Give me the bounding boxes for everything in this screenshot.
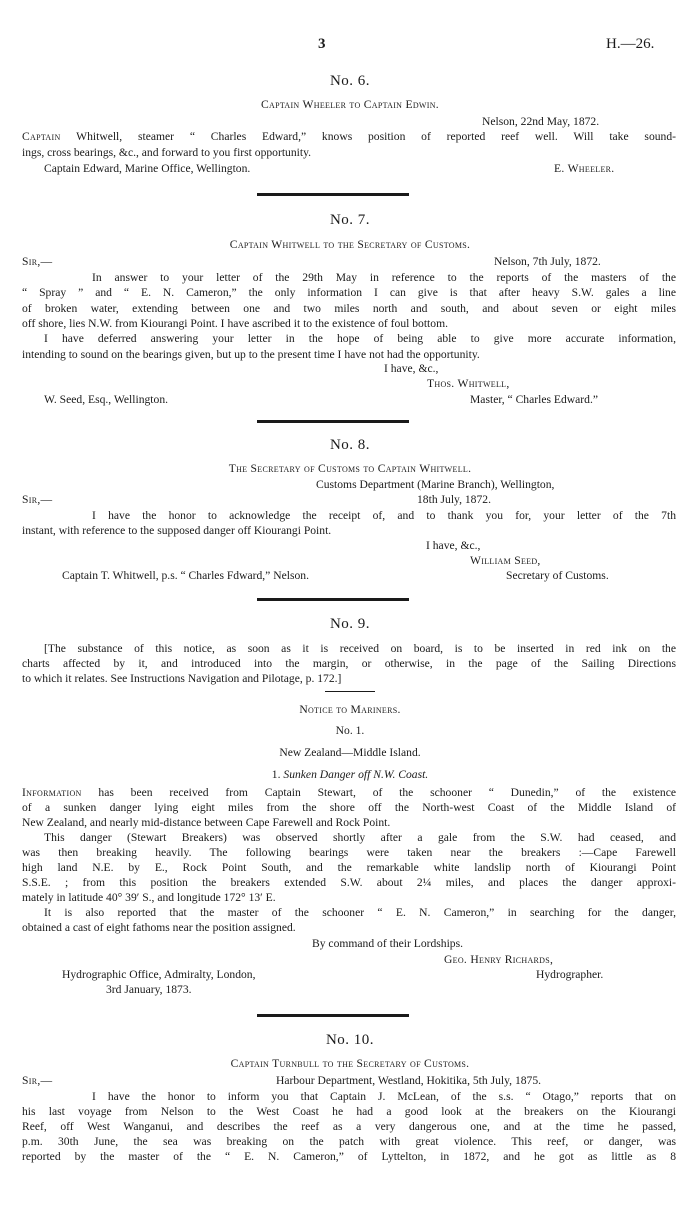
no8-signer-title: Secretary of Customs. (506, 569, 609, 582)
no7-heading: No. 7. (329, 212, 371, 228)
no9-para-2-line-2: was then breaking heavily. The following bearings were taken near the breakers :—Cape Farewell (22, 846, 676, 859)
no9-office: Hydrographic Office, Admiralty, London, (62, 968, 256, 981)
notice-item-heading: 1. Sunken Danger off N.W. Coast. (271, 768, 429, 781)
no6-title: Captain Wheeler to Captain Edwin. (260, 98, 439, 111)
no8-addressee: Captain T. Whitwell, p.s. “ Charles Fdward,” Nelson. (62, 569, 309, 582)
no9-bracket-line-1: [The substance of this notice, as soon as it is received on board, is to be inserted in red ink on the (44, 642, 676, 655)
no9-command: By command of their Lordships. (312, 937, 464, 950)
no9-signer: Geo. Henry Richards, (444, 953, 554, 966)
no9-para-3-line-1: It is also reported that the master of the schooner “ E. N. Cameron,” in searching for the danger, (44, 906, 676, 919)
page-number: 3 (318, 36, 326, 52)
notice-number: No. 1. (335, 724, 365, 737)
no9-para-2-line-3: high land N.E. by E., Rock Point South, and the remarkable white landslip north of Kiourangi Point (22, 861, 676, 874)
section-divider (257, 1014, 409, 1017)
no10-para-1-line-1: I have the honor to inform you that Captain J. McLean, of the s.s. “ Otago,” reports that on (92, 1090, 676, 1103)
no9-bracket-line-3: to which it relates. See Instructions Navigation and Pilotage, p. 172.] (22, 672, 342, 685)
no7-closing: I have, &c., (384, 362, 439, 375)
no9-bracket-line-2: charts affected by it, and introduced into the margin, or otherwise, in the page of the Sailing Directions (22, 657, 676, 670)
no8-closing: I have, &c., (426, 539, 481, 552)
notice-divider (325, 691, 375, 692)
no6-addressee: Captain Edward, Marine Office, Wellington. (44, 162, 251, 175)
no10-para-1-line-3: Reef, off West Wanganui, and describes the reef as a very dangerous one, and at the time he passed, (22, 1120, 676, 1133)
no6-body-line-2: ings, cross bearings, &c., and forward to you first opportunity. (22, 146, 312, 159)
section-divider (257, 598, 409, 601)
document-reference: H.—26. (606, 36, 655, 52)
no9-para-3-line-2: obtained a cast of eight fathoms near the position assigned. (22, 921, 296, 934)
no9-para-2-line-1: This danger (Stewart Breakers) was observed shortly after a gale from the S.W. had ceased, and (44, 831, 676, 844)
no9-heading: No. 9. (329, 616, 371, 632)
no6-heading: No. 6. (329, 73, 371, 89)
notice-title: Notice to Mariners. (299, 703, 401, 716)
no8-signer: William Seed, (470, 554, 541, 567)
no9-para-1-line-2: of a sunken danger lying eight miles from the shore off the North-west Coast of the Middle Island of (22, 801, 676, 814)
no8-title: The Secretary of Customs to Captain Whitwell. (228, 462, 472, 475)
no9-para-1-line-1: Information has been received from Captain Stewart, of the schooner “ Dunedin,” of the existence (22, 786, 676, 799)
no8-address-line-2: 18th July, 1872. (417, 493, 491, 506)
no10-heading: No. 10. (325, 1032, 375, 1048)
no6-body-line-1: Captain Whitwell, steamer “ Charles Edward,” knows position of reported reef well. Will take sound- (22, 130, 676, 143)
no6-signature: E. Wheeler. (554, 162, 615, 175)
section-divider (257, 193, 409, 196)
no9-para-2-line-4: S.S.E. ; from this position the breakers extended S.W. about 2¼ miles, and places the danger approxi- (22, 876, 676, 889)
no9-para-1-line-3: New Zealand, and nearly mid-distance between Cape Farewell and Rock Point. (22, 816, 391, 829)
notice-region: New Zealand—Middle Island. (279, 746, 421, 759)
no7-dateline: Nelson, 7th July, 1872. (494, 255, 601, 268)
no9-para-2-line-5: mately in latitude 40° 39′ S., and longitude 172° 13′ E. (22, 891, 276, 904)
no7-para-1-line-3: of broken water, extending between one and two miles north and south, and about seven or eight miles (22, 302, 676, 315)
no10-para-1-line-4: p.m. 30th June, the sea was breaking on the patch with great violence. This reef, or danger, was (22, 1135, 676, 1148)
no7-addressee: W. Seed, Esq., Wellington. (44, 393, 169, 406)
no10-para-1-line-5: reported by the master of the “ E. N. Cameron,” of Lyttelton, in 1872, and he got as little as 8 (22, 1150, 676, 1163)
no9-signer-title: Hydrographer. (536, 968, 604, 981)
no8-salutation: Sir,— (22, 493, 53, 506)
no7-para-1-line-4: off shore, lies N.W. from Kiourangi Point. I have ascribed it to the existence of foul bottom. (22, 317, 448, 330)
no10-para-1-line-2: his last voyage from Nelson to the West Coast he had a good look at the breakers on the Kiourangi (22, 1105, 676, 1118)
no8-heading: No. 8. (329, 437, 371, 453)
no7-signer: Thos. Whitwell, (427, 377, 510, 390)
no6-dateline: Nelson, 22nd May, 1872. (482, 115, 600, 128)
no7-para-1-line-2: “ Spray ” and “ E. N. Cameron,” the only information I can give is that after heavy S.W. gales a line (22, 286, 676, 299)
no7-para-2-line-1: I have deferred answering your letter in the hope of being able to give more accurate information, (44, 332, 676, 345)
section-divider (257, 420, 409, 423)
no10-salutation: Sir,— (22, 1074, 53, 1087)
no10-address: Harbour Department, Westland, Hokitika, 5th July, 1875. (276, 1074, 542, 1087)
no8-para-1-line-2: instant, with reference to the supposed danger off Kiourangi Point. (22, 524, 332, 537)
no7-salutation: Sir,— (22, 255, 53, 268)
no7-signer-title: Master, “ Charles Edward.” (470, 393, 598, 406)
no7-para-2-line-2: intending to sound on the bearings given, but up to the present time I have not had the opportunity. (22, 348, 480, 361)
no8-para-1-line-1: I have the honor to acknowledge the receipt of, and to thank you for, your letter of the 7th (92, 509, 676, 522)
no9-date: 3rd January, 1873. (106, 983, 192, 996)
no10-title: Captain Turnbull to the Secretary of Customs. (230, 1057, 470, 1070)
no7-title: Captain Whitwell to the Secretary of Customs. (229, 238, 471, 251)
no7-para-1-line-1: In answer to your letter of the 29th May in reference to the reports of the masters of the (92, 271, 676, 284)
no8-address-line-1: Customs Department (Marine Branch), Wellington, (316, 478, 555, 491)
